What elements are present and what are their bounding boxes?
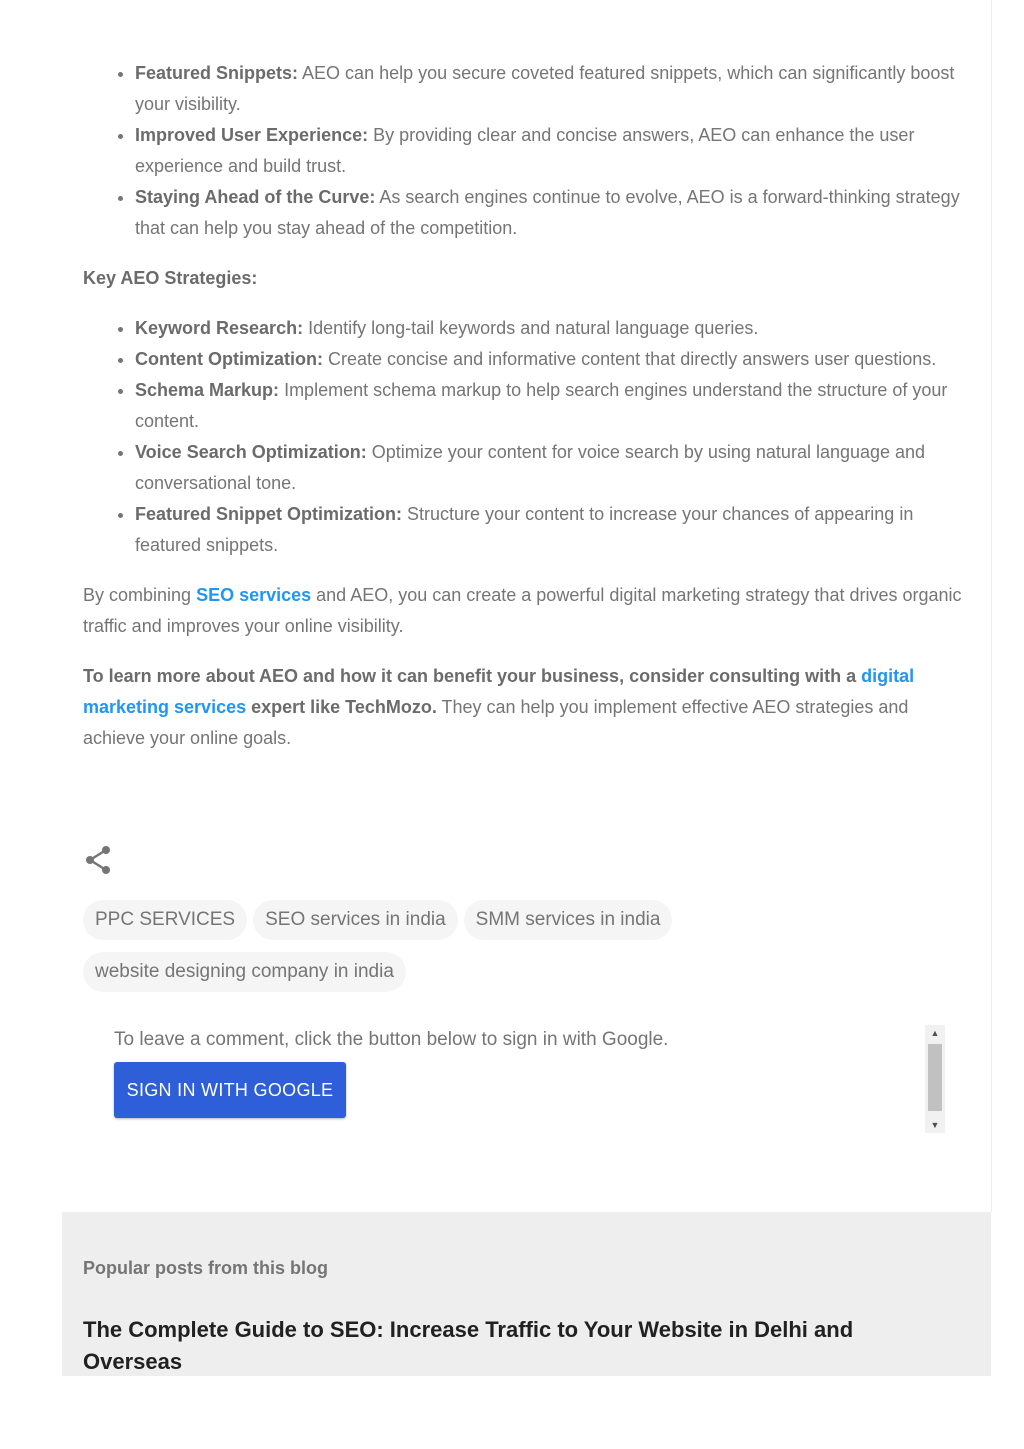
list-item	[135, 58, 973, 120]
list-item	[135, 375, 973, 437]
list-item-term: Featured Snippets:	[135, 63, 299, 83]
label-chip[interactable]: SEO services in india	[253, 900, 458, 940]
list-item-text: AEO can help you secure coveted featured snippets, which can significantly boost your visibility.	[135, 63, 955, 114]
list-item-term: Content Optimization:	[135, 349, 323, 369]
paragraph-text: They can help you implement effective AEO strategies and achieve your online goals.	[83, 697, 909, 748]
popular-post-title-link[interactable]: The Complete Guide to SEO: Increase Traffic to Your Website in Delhi and Overseas	[83, 1317, 854, 1374]
list-item-term: Voice Search Optimization:	[135, 442, 367, 462]
list-item-text: Optimize your content for voice search by using natural language and conversational tone.	[135, 442, 926, 493]
benefits-list	[83, 58, 973, 244]
share-icon[interactable]	[84, 845, 114, 875]
learn-more-paragraph	[83, 661, 973, 754]
list-item	[135, 344, 973, 375]
label-chip[interactable]: SMM services in india	[464, 900, 673, 940]
list-item-term: Staying Ahead of the Curve:	[135, 187, 376, 207]
list-item	[135, 182, 973, 244]
list-item	[135, 437, 973, 499]
list-item-text: Identify long-tail keywords and natural language queries.	[308, 318, 759, 338]
paragraph-bold-text: expert like TechMozo.	[246, 697, 437, 717]
paragraph-text: By combining	[83, 585, 197, 605]
list-item	[135, 120, 973, 182]
popular-posts-title: Popular posts from this blog	[83, 1258, 329, 1278]
list-item-text: Create concise and informative content that directly answers user questions.	[328, 349, 937, 369]
post-labels	[83, 900, 973, 1004]
list-item-text: Structure your content to increase your chances of appearing in featured snippets.	[135, 504, 914, 555]
seo-services-link[interactable]: SEO services	[196, 585, 312, 605]
post-body	[83, 58, 973, 754]
comments-section	[114, 1024, 944, 1134]
paragraph-bold-text: To learn more about AEO and how it can benefit your business, consider consulting with a	[83, 666, 862, 686]
paragraph-text: and AEO, you can create a powerful digital marketing strategy that drives organic traffic and improves your online visibility.	[83, 585, 962, 636]
list-item-text: As search engines continue to evolve, AEO is a forward-thinking strategy that can help you stay ahead of the competition.	[135, 187, 960, 238]
scroll-down-arrow-icon[interactable]: ▼	[930, 1120, 940, 1130]
list-item-term: Featured Snippet Optimization:	[135, 504, 403, 524]
digital-marketing-services-link[interactable]: digital marketing services	[83, 666, 915, 717]
label-chip[interactable]: website designing company in india	[83, 952, 406, 992]
scroll-up-arrow-icon[interactable]: ▲	[930, 1028, 940, 1038]
combine-paragraph	[83, 580, 973, 642]
strategies-list	[83, 313, 973, 561]
sign-in-with-google-button[interactable]: SIGN IN WITH GOOGLE	[114, 1062, 346, 1118]
strategies-heading: Key AEO Strategies:	[83, 268, 258, 288]
share-icon-graphic	[84, 845, 114, 875]
list-item	[135, 313, 973, 344]
list-item-term: Schema Markup:	[135, 380, 280, 400]
scrollbar-thumb[interactable]	[928, 1044, 942, 1111]
comments-scrollbar[interactable]	[925, 1025, 945, 1133]
list-item-text: By providing clear and concise answers, AEO can enhance the user experience and build trust.	[135, 125, 915, 176]
list-item-term: Improved User Experience:	[135, 125, 369, 145]
label-chip[interactable]: PPC SERVICES	[83, 900, 247, 940]
list-item-text: Implement schema markup to help search engines understand the structure of your content.	[135, 380, 948, 431]
list-item-term: Keyword Research:	[135, 318, 304, 338]
comment-sign-in-message: To leave a comment, click the button below to sign in with Google.	[114, 1029, 669, 1050]
list-item	[135, 499, 973, 561]
popular-posts-section	[62, 1212, 991, 1376]
